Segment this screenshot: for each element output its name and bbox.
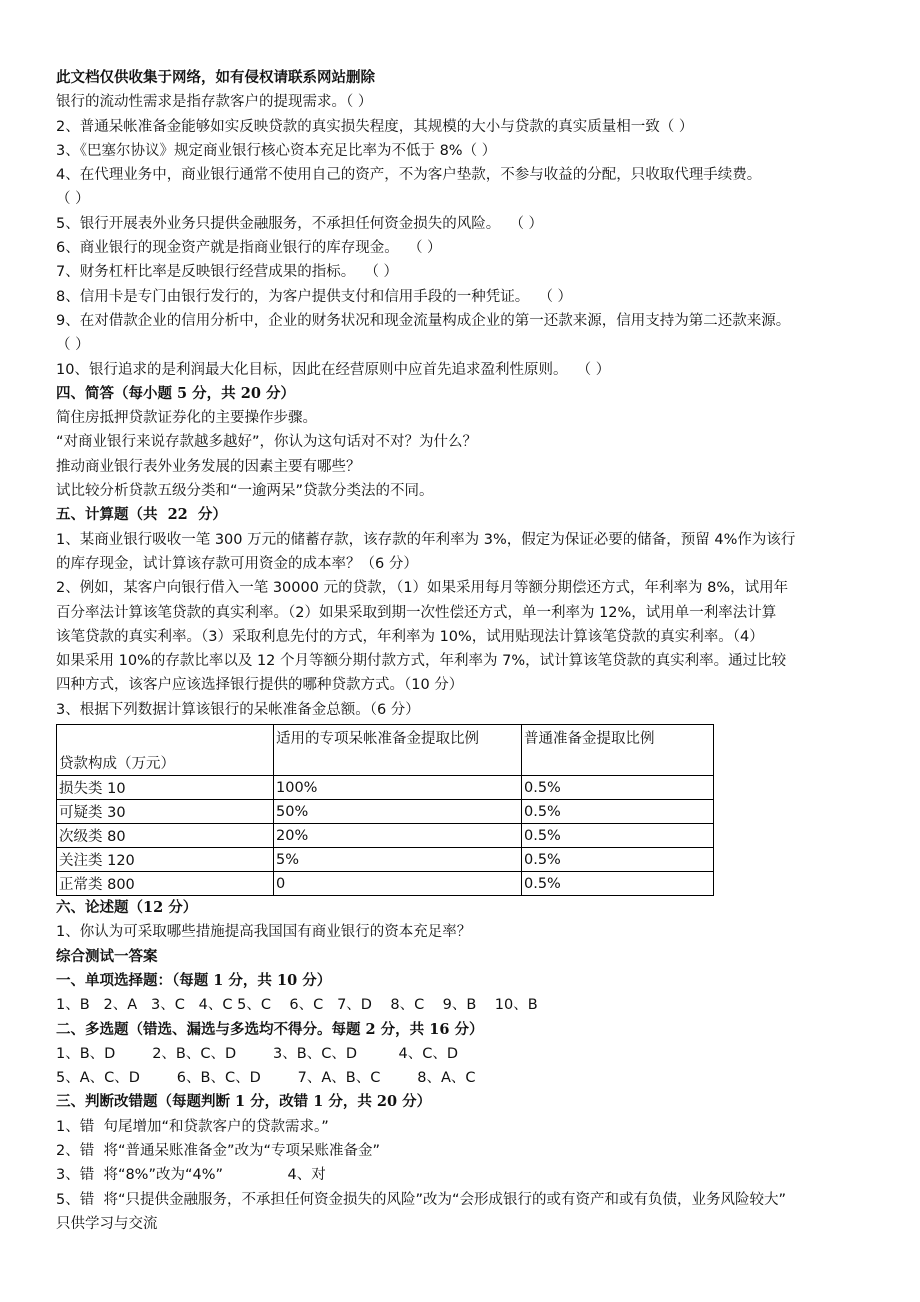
table-row	[57, 872, 714, 896]
question-line: 四种方式，该客户应该选择银行提供的哪种贷款方式。（10 分）	[56, 677, 464, 694]
table-header-cell: 适用的专项呆帐准备金提取比例	[274, 725, 522, 776]
table-row	[57, 776, 714, 800]
table-cell: 关注类 120	[57, 848, 274, 872]
question-line: “对商业银行来说存款越多越好”，你认为这句话对不对？为什么？	[56, 434, 478, 451]
question-line: 8、信用卡是专门由银行发行的，为客户提供支付和信用手段的一种凭证。 （ ）	[56, 288, 573, 305]
question-line: 该笔贷款的真实利率。（3）采取利息先付的方式，年利率为 10%，试用贴现法计算该笔贷款的真实利率。（4）	[56, 628, 764, 645]
question-line: 3、根据下列数据计算该银行的呆帐准备金总额。（6 分）	[56, 701, 420, 718]
table-cell: 损失类 10	[57, 776, 274, 800]
table-row	[57, 848, 714, 872]
true-false-questions	[56, 90, 876, 382]
question-line: 10、银行追求的是利润最大化目标，因此在经营原则中应首先追求盈利性原则。 （ ）	[56, 361, 611, 378]
short-answer-questions	[56, 406, 876, 503]
question-line: 简住房抵押贷款证券化的主要操作步骤。	[56, 410, 317, 427]
question-line: 2、例如，某客户向银行借入一笔 30000 元的贷款，（1）如果采用每月等额分期偿还方式，年利率为 8%，试用年	[56, 580, 789, 597]
table-cell: 50%	[274, 800, 522, 824]
table-cell: 5%	[274, 848, 522, 872]
question-line: 推动商业银行表外业务发展的因素主要有哪些？	[56, 458, 361, 475]
calculation-questions	[56, 528, 876, 722]
table-header-cell: 贷款构成（万元）	[57, 725, 274, 776]
answers-section-2-title: 二、多选题（错选、漏选与多选均不得分。每题 2 分，共 16 分）	[56, 1020, 484, 1038]
question-line: 的库存现金，试计算该存款可用资金的成本率？（6 分）	[56, 555, 418, 572]
question-line: 9、在对借款企业的信用分析中，企业的财务状况和现金流量构成企业的第一还款来源，信用支持为第二还款来源。	[56, 312, 791, 329]
question-line: 2、普通呆帐准备金能够如实反映贷款的真实损失程度，其规模的大小与贷款的真实质量相一致（ ）	[56, 118, 694, 135]
question-line: （ ）	[56, 337, 90, 354]
document-page	[56, 66, 876, 1236]
question-line: 3、《巴塞尔协议》规定商业银行核心资本充足比率为不低于 8%（ ）	[56, 142, 497, 159]
table-cell: 0.5%	[522, 776, 714, 800]
question-line: 6、商业银行的现金资产就是指商业银行的库存现金。 （ ）	[56, 240, 442, 257]
answers-section-1-text: 1、B 2、A 3、C 4、C 5、C 6、C 7、D 8、C 9、B 10、B	[56, 997, 538, 1014]
header-notice: 此文档仅供收集于网络，如有侵权请联系网站删除	[56, 69, 375, 86]
question-line: 如果采用 10%的存款比率以及 12 个月等额分期付款方式，年利率为 7%，试计算该笔贷款的真实利率。通过比较	[56, 653, 787, 670]
table-cell: 0.5%	[522, 824, 714, 848]
question-line: 4、在代理业务中，商业银行通常不使用自己的资产，不为客户垫款，不参与收益的分配，只收取代理手续费。	[56, 167, 762, 184]
table-cell: 100%	[274, 776, 522, 800]
question-line: 1、你认为可采取哪些措施提高我国国有商业银行的资本充足率？	[56, 924, 472, 941]
answer-line: 2、错 将“普通呆账准备金”改为“专项呆账准备金”	[56, 1142, 380, 1159]
table-cell: 次级类 80	[57, 824, 274, 848]
reserve-ratio-table	[56, 724, 714, 896]
answer-line: 5、A、C、D 6、B、C、D 7、A、B、C 8、A、C	[56, 1070, 476, 1087]
answer-line: 3、错 将“8%”改为“4%” 4、对	[56, 1167, 326, 1184]
answer-line: 5、错 将“只提供金融服务，不承担任何资金损失的风险”改为“会形成银行的或有资产和或有负债，业务风险较大”	[56, 1191, 786, 1208]
table-cell: 0.5%	[522, 848, 714, 872]
question-line: 银行的流动性需求是指存款客户的提现需求。（ ）	[56, 94, 373, 111]
table-header-cell: 普通准备金提取比例	[522, 725, 714, 776]
table-cell: 0	[274, 872, 522, 896]
footer-notice: 只供学习与交流	[56, 1215, 158, 1232]
section-5-title: 五、计算题（共 22 分）	[56, 506, 227, 524]
question-line: 7、财务杠杆比率是反映银行经营成果的指标。 （ ）	[56, 264, 399, 281]
table-cell: 20%	[274, 824, 522, 848]
section-4-title: 四、简答（每小题 5 分，共 20 分）	[56, 384, 295, 402]
section-6-title: 六、论述题（12 分）	[56, 899, 198, 917]
answer-line: 1、错 句尾增加“和贷款客户的贷款需求。”	[56, 1118, 329, 1135]
table-row	[57, 800, 714, 824]
table-cell: 0.5%	[522, 872, 714, 896]
question-line: 1、某商业银行吸收一笔 300 万元的储蓄存款，该存款的年利率为 3%，假定为保证必要的储备，预留 4%作为该行	[56, 531, 796, 548]
table-cell: 0.5%	[522, 800, 714, 824]
answer-line: 1、B、D 2、B、C、D 3、B、C、D 4、C、D	[56, 1045, 459, 1062]
answers-title: 综合测试一答案	[56, 947, 158, 965]
question-line: （ ）	[56, 191, 90, 208]
question-line: 5、银行开展表外业务只提供金融服务，不承担任何资金损失的风险。 （ ）	[56, 215, 544, 232]
table-cell: 正常类 800	[57, 872, 274, 896]
question-line: 试比较分析贷款五级分类和“一逾两呆”贷款分类法的不同。	[56, 483, 434, 500]
table-cell: 可疑类 30	[57, 800, 274, 824]
table-header-row	[57, 725, 714, 776]
table-row	[57, 824, 714, 848]
question-line: 百分率法计算该笔贷款的真实利率。（2）如果采取到期一次性偿还方式，单一利率为 12%，试用单一利率法计算	[56, 604, 777, 621]
answers-section-3-title: 三、判断改错题（每题判断 1 分，改错 1 分，共 20 分）	[56, 1093, 432, 1111]
answers-section-1-title: 一、单项选择题：（每题 1 分，共 10 分）	[56, 971, 332, 989]
